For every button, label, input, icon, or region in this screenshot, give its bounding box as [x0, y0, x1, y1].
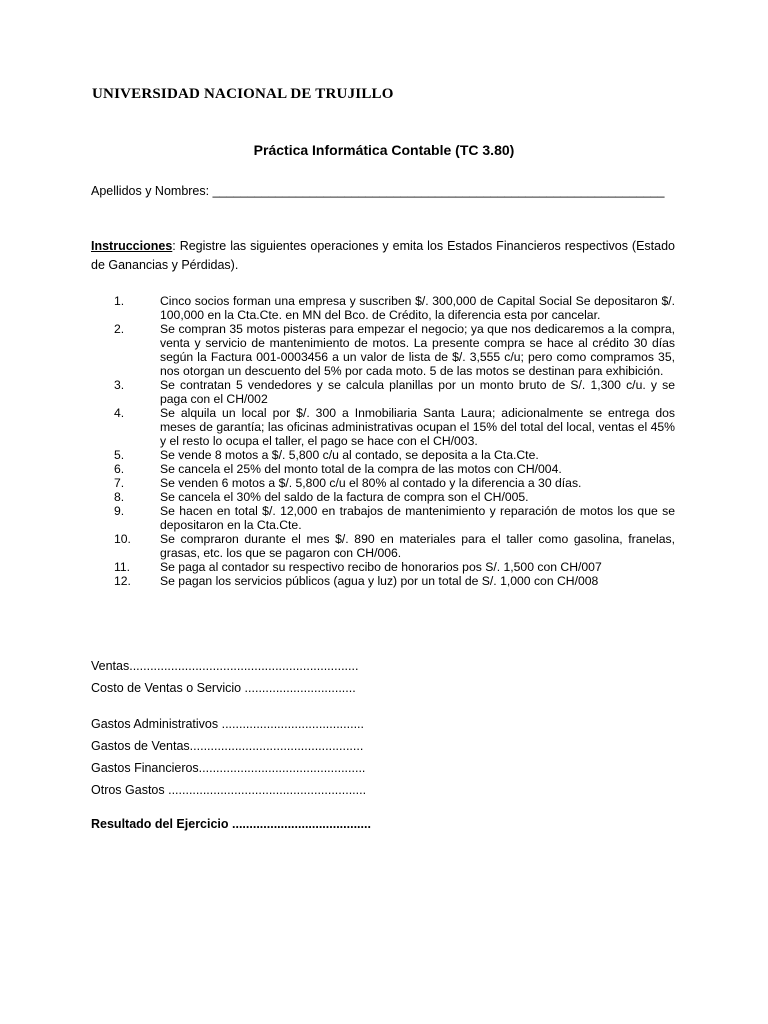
item-text: Se alquila un local por $/. 300 a Inmobiliaria Santa Laura; adicionalmente se entrega dos meses de garantía; las oficinas administrativas ocupan el 15% del total del local, ventas el 45% y el resto lo ocupa el taller, el pago se hace con el CH/003. — [160, 406, 675, 448]
instructions-label: Instrucciones — [91, 239, 173, 253]
item-text: Se vende 8 motos a $/. 5,800 c/u al contado, se deposita a la Cta.Cte. — [160, 448, 539, 462]
item-text: Se pagan los servicios públicos (agua y luz) por un total de S/. 1,000 con CH/008 — [160, 574, 599, 588]
item-number: 7. — [114, 476, 125, 490]
list-item — [0, 504, 675, 532]
university-heading: UNIVERSIDAD NACIONAL DE TRUJILLO — [92, 86, 394, 102]
list-item — [0, 476, 675, 490]
list-item — [0, 532, 675, 560]
list-item — [0, 448, 675, 462]
item-text: Se compraron durante el mes $/. 890 en materiales para el taller como gasolina, franelas, grasas, etc. los que se pagaron con CH/006. — [160, 532, 675, 560]
item-text: Cinco socios forman una empresa y suscriben $/. 300,000 de Capital Social Se depositaron $/. 100,000 en la Cta.Cte. en MN del Bco. de Crédito, la diferencia esta por cancelar. — [160, 294, 675, 322]
costo-ventas-line: Costo de Ventas o Servicio ................................ — [91, 681, 356, 695]
item-number: 8. — [114, 490, 125, 504]
item-text: Se venden 6 motos a $/. 5,800 c/u el 80% al contado y la diferencia a 30 días. — [160, 476, 582, 490]
otros-gastos-line: Otros Gastos ......................................................... — [91, 783, 367, 797]
item-text: Se paga al contador su respectivo recibo de honorarios pos S/. 1,500 con CH/007 — [160, 560, 602, 574]
gastos-administrativos-line: Gastos Administrativos ......................................... — [91, 717, 364, 731]
practice-title: Práctica Informática Contable (TC 3.80) — [253, 142, 515, 158]
item-number: 3. — [114, 378, 125, 392]
student-name-blank: _________________________________________________________________ — [212, 184, 665, 198]
resultado-ejercicio-line: Resultado del Ejercicio ........................................ — [91, 817, 371, 831]
gastos-ventas-line: Gastos de Ventas.................................................. — [91, 739, 364, 753]
list-item — [0, 462, 675, 476]
item-number: 1. — [114, 294, 125, 308]
operations-list — [0, 294, 675, 588]
list-item — [0, 378, 675, 406]
item-number: 12. — [114, 574, 131, 588]
item-number: 5. — [114, 448, 125, 462]
list-item — [0, 574, 675, 588]
item-text: Se compran 35 motos pisteras para empezar el negocio; ya que nos dedicaremos a la compra, venta y servicio de mantenimiento de motos. La presente compra se hace al crédito 30 días según la Factura 001-0003456 a un valor de lista de $/. 3,555 c/u; pero como compramos 35, nos otorgan un descuento del 5% por cada moto. 5 de las motos se destinan para exhibición. — [160, 322, 675, 378]
list-item — [0, 322, 675, 378]
list-item — [0, 490, 675, 504]
list-item — [0, 560, 675, 574]
item-text: Se contratan 5 vendedores y se calcula planillas por un monto bruto de S/. 1,300 c/u. y se paga con el CH/002 — [160, 378, 675, 406]
item-text: Se cancela el 30% del saldo de la factura de compra son el CH/005. — [160, 490, 529, 504]
item-number: 10. — [114, 532, 131, 546]
item-number: 9. — [114, 504, 125, 518]
student-name-label: Apellidos y Nombres: — [91, 184, 213, 198]
ventas-line: Ventas.................................................................. — [91, 659, 359, 673]
instructions-text: : Registre las siguientes operaciones y emita los Estados Financieros respectivos (Estado de Ganancias y Pérdidas). — [91, 239, 675, 272]
item-text: Se cancela el 25% del monto total de la compra de las motos con CH/004. — [160, 462, 562, 476]
list-item — [0, 406, 675, 448]
instructions-paragraph — [91, 237, 675, 275]
list-item — [0, 294, 675, 322]
income-statement-summary — [91, 655, 371, 835]
item-number: 4. — [114, 406, 125, 420]
item-number: 2. — [114, 322, 125, 336]
student-name-line — [91, 184, 664, 198]
item-number: 11. — [114, 560, 131, 574]
item-number: 6. — [114, 462, 125, 476]
gastos-financieros-line: Gastos Financieros................................................ — [91, 761, 366, 775]
item-text: Se hacen en total $/. 12,000 en trabajos de mantenimiento y reparación de motos los que se depositaron en la Cta.Cte. — [160, 504, 675, 532]
